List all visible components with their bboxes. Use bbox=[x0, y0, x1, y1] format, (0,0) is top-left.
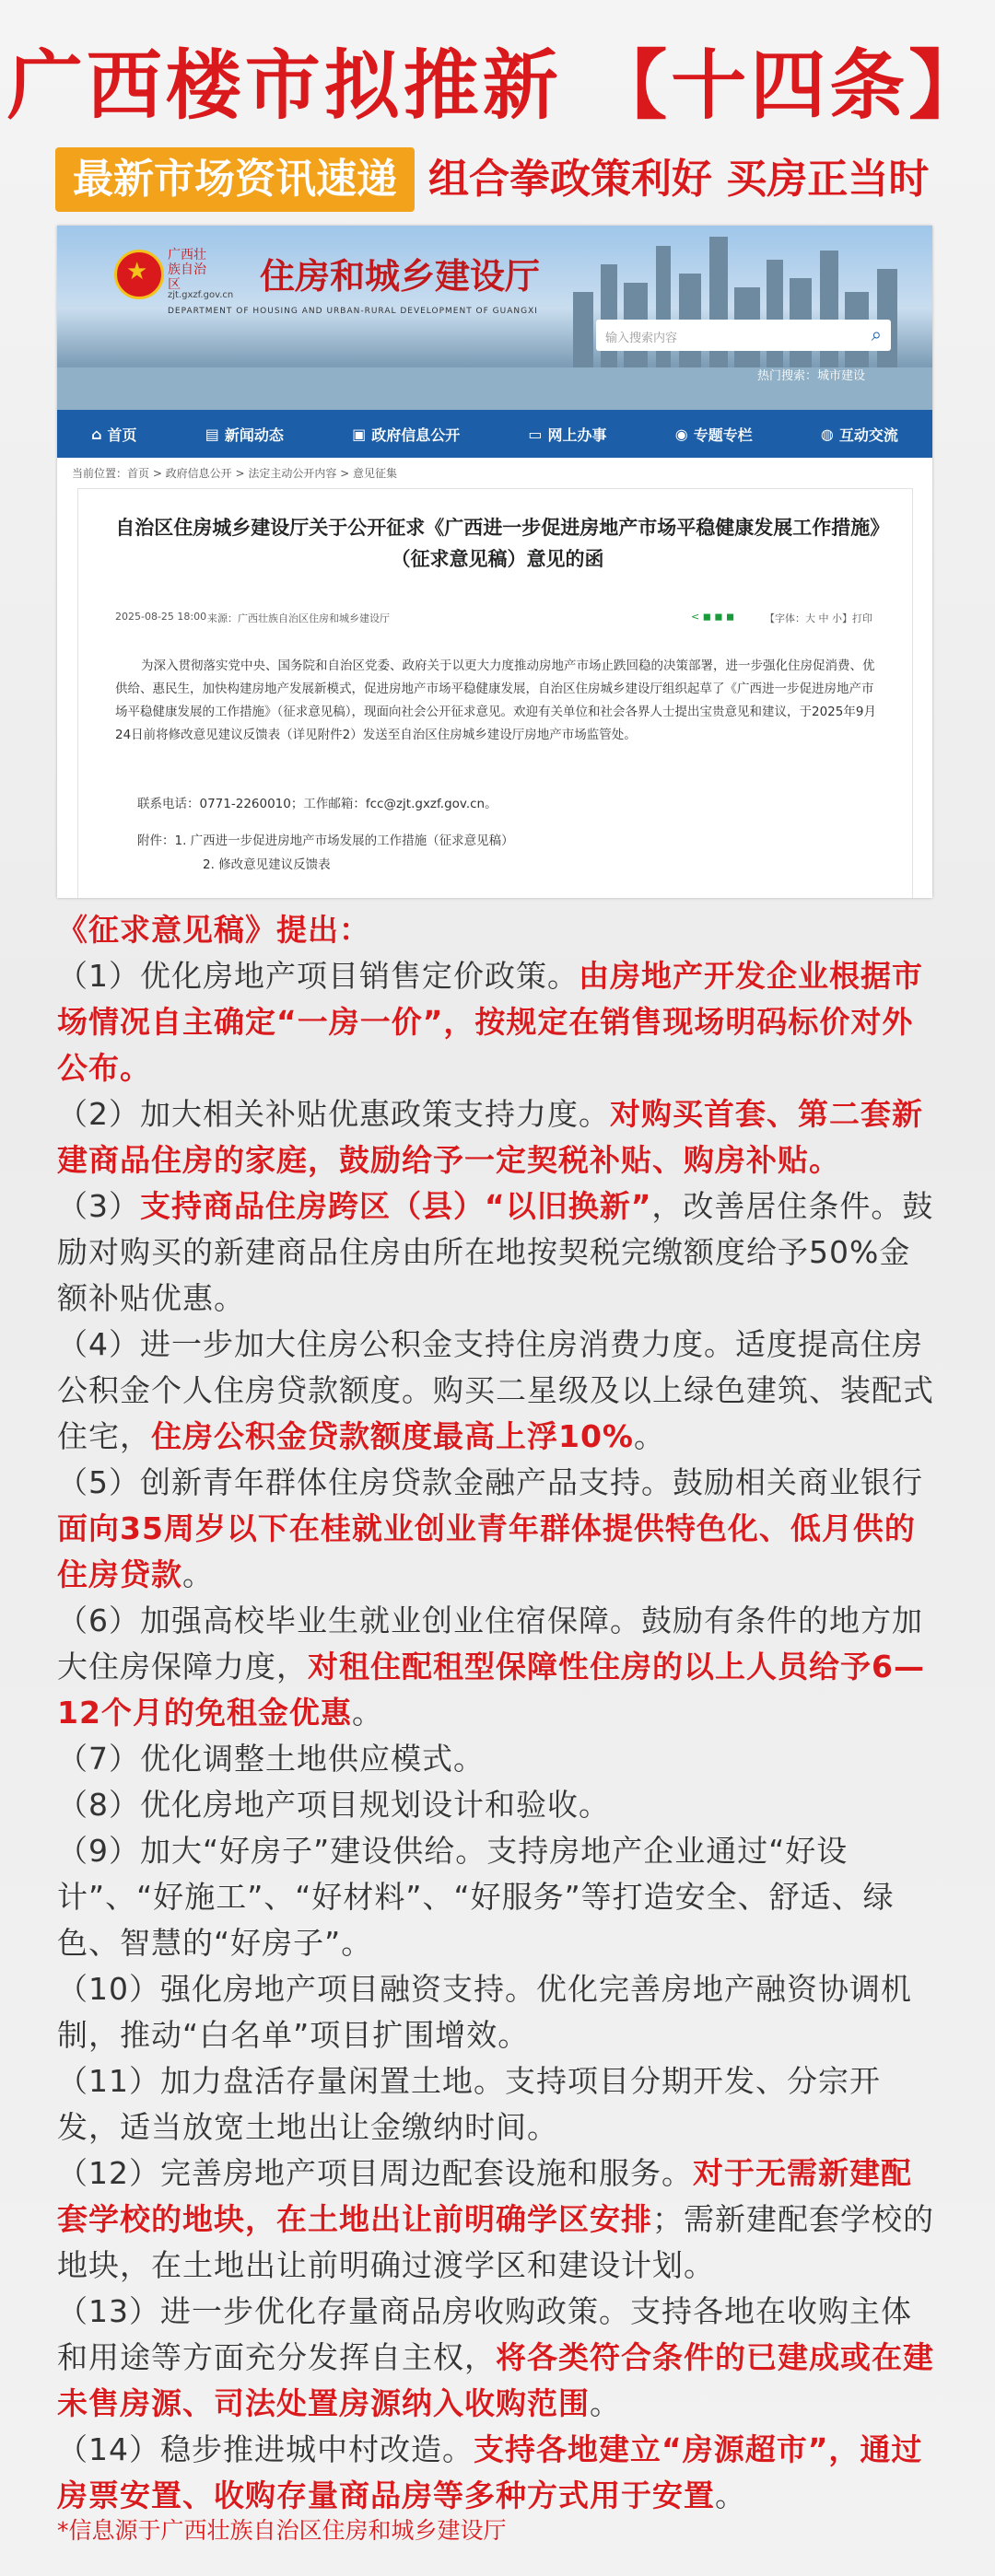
policy-item-12: （12）完善房地产项目周边配套设施和服务。对于无需新建配套学校的地块，在土地出让前明确学区安排；需新建配套学校的地块，在土地出让前明确过渡学区和建设计划。 bbox=[57, 2155, 934, 2283]
nav-special-topics[interactable] bbox=[675, 424, 753, 445]
policy-content bbox=[57, 907, 942, 2519]
policy-item-14: （14）稳步推进城中村改造。支持各地建立“房源超市”，通过房票安置、收购存量商品房等多种方式用于安置。 bbox=[57, 2431, 923, 2513]
nav-info-public[interactable] bbox=[352, 424, 460, 445]
document-icon: ▣ bbox=[352, 425, 367, 443]
nav-online-service[interactable] bbox=[528, 424, 606, 445]
nav-news[interactable] bbox=[205, 424, 284, 445]
policy-item-1: （1）优化房地产项目销售定价政策。由房地产开发企业根据市场情况自主确定“一房一价”，按规定在销售现场明码标价对外公布。 bbox=[57, 958, 923, 1086]
article-source: 来源：广西壮族自治区住房和城乡建设厅 bbox=[207, 612, 390, 624]
article-body: 为深入贯彻落实党中央、国务院和自治区党委、政府关于以更大力度推动房地产市场止跌回稳的决策部署，进一步强化住房促消费、优供给、惠民生，加快构建房地产发展新模式，促进房地产市场平稳健康发展，自治区住房城乡建设厅组织起草了《广西进一步促进房地产市场平稳健康发展的工作措施》（征求意见稿），现面向社会公开征求意见。欢迎有关单位和社会各界人士提出宝贵意见和建议，于2025年9月24日前将修改意见建议反馈表（详见附件2）发送至自治区住房城乡建设厅房地产市场监管处。 bbox=[115, 659, 876, 742]
website-screenshot bbox=[57, 226, 932, 898]
print-link[interactable]: 打印 bbox=[852, 612, 872, 624]
monitor-icon: ▭ bbox=[528, 425, 543, 443]
national-emblem-icon: ★ bbox=[114, 250, 164, 299]
policy-item-10: （10）强化房地产项目融资支持。优化完善房地产融资协调机制，推动“白名单”项目扩围增效。 bbox=[57, 1971, 912, 2053]
nav-label: 互动交流 bbox=[838, 425, 898, 444]
nav-label: 政府信息公开 bbox=[371, 425, 461, 444]
subtitle-badge: 最新市场资讯速递 bbox=[55, 147, 415, 212]
policy-item-8: （8）优化房地产项目规划设计和验收。 bbox=[57, 1787, 610, 1823]
policy-item-9: （9）加大“好房子”建设供给。支持房地产企业通过“好设计”、“好施工”、“好材料”、“好服务”等打造安全、舒适、绿色、智慧的“好房子”。 bbox=[57, 1833, 895, 1961]
nav-label: 专题专栏 bbox=[693, 425, 753, 444]
attachment-1[interactable]: 附件：1. 广西进一步促进房地产市场发展的工作措施（征求意见稿） bbox=[137, 833, 514, 848]
topic-icon: ◉ bbox=[674, 425, 688, 443]
site-region: 广西壮族自治区 bbox=[168, 248, 206, 292]
share-icon[interactable]: < ◼ ◼ ◼ bbox=[691, 611, 735, 623]
breadcrumb: 当前位置：首页 > 政府信息公开 > 法定主动公开内容 > 意见征集 bbox=[72, 467, 398, 480]
subtitle-bar bbox=[55, 147, 949, 212]
policy-item-11: （11）加力盘活存量闲置土地。支持项目分期开发、分宗开发，适当放宽土地出让金缴纳时间。 bbox=[57, 2063, 881, 2145]
policy-item-6: （6）加强高校毕业生就业创业住宿保障。鼓励有条件的地方加大住房保障力度，对租住配租型保障性住房的以上人员给予6—12个月的免租金优惠。 bbox=[57, 1603, 925, 1731]
policy-item-5: （5）创新青年群体住房贷款金融产品支持。鼓励相关商业银行面向35周岁以下在桂就业创业青年群体提供特色化、低月供的住房贷款。 bbox=[57, 1464, 923, 1592]
hot-search[interactable]: 热门搜索：城市建设 bbox=[757, 369, 866, 383]
page-title: 广西楼市拟推新 【十四条】 bbox=[6, 42, 989, 130]
policy-item-4: （4）进一步加大住房公积金支持住房消费力度。适度提高住房公积金个人住房贷款额度。购买二星级及以上绿色建筑、装配式住宅，住房公积金贷款额度最高上浮10%。 bbox=[57, 1326, 934, 1454]
policy-item-13: （13）进一步优化存量商品房收购政策。支持各地在收购主体和用途等方面充分发挥自主权，将各类符合条件的已建成或在建未售房源、司法处置房源纳入收购范围。 bbox=[57, 2293, 934, 2421]
site-banner bbox=[57, 226, 932, 410]
nav-home[interactable] bbox=[91, 424, 136, 445]
news-icon: ▤ bbox=[205, 425, 219, 443]
site-english-title: DEPARTMENT OF HOUSING AND URBAN-RURAL DEVELOPMENT OF GUANGXI bbox=[168, 307, 538, 316]
site-url: zjt.gxzf.gov.cn bbox=[168, 290, 234, 300]
article-date: 2025-08-25 18:00 bbox=[115, 611, 207, 623]
article-contact: 联系电话：0771-2260010；工作邮箱：fcc@zjt.gxzf.gov.cn。 bbox=[137, 797, 498, 811]
attachment-2[interactable]: 2. 修改意见建议反馈表 bbox=[203, 857, 331, 872]
search-placeholder: 输入搜索内容 bbox=[605, 332, 678, 345]
source-footnote: *信息源于广西壮族自治区住房和城乡建设厅 bbox=[57, 2517, 507, 2544]
policy-item-3: （3）支持商品住房跨区（县）“以旧换新”，改善居住条件。鼓励对购买的新建商品住房由所在地按契税完缴额度给予50%金额补贴优惠。 bbox=[57, 1188, 934, 1316]
chat-icon: ◍ bbox=[820, 425, 834, 443]
policy-item-7: （7）优化调整土地供应模式。 bbox=[57, 1741, 485, 1777]
subtitle-text: 组合拳政策利好 买房正当时 bbox=[428, 156, 930, 203]
site-search-input[interactable] bbox=[596, 320, 891, 351]
search-icon[interactable]: ⌕ bbox=[871, 323, 882, 345]
site-nav bbox=[57, 410, 932, 458]
home-icon: ⌂ bbox=[91, 425, 102, 443]
nav-interaction[interactable] bbox=[821, 424, 898, 445]
content-heading: 《征求意见稿》提出： bbox=[57, 912, 370, 948]
article-title: 自治区住房城乡建设厅关于公开征求《广西进一步促进房地产市场平稳健康发展工作措施》（征求意见稿）意见的函 bbox=[115, 517, 880, 570]
nav-label: 网上办事 bbox=[547, 425, 607, 444]
site-title: 住房和城乡建设厅 bbox=[260, 256, 541, 297]
article-panel bbox=[77, 488, 913, 898]
nav-label: 首页 bbox=[107, 425, 137, 444]
nav-label: 新闻动态 bbox=[224, 425, 284, 444]
font-size-control[interactable]: 【字体：大 中 小】 bbox=[765, 612, 852, 624]
policy-item-2: （2）加大相关补贴优惠政策支持力度。对购买首套、第二套新建商品住房的家庭，鼓励给予一定契税补贴、购房补贴。 bbox=[57, 1096, 923, 1178]
